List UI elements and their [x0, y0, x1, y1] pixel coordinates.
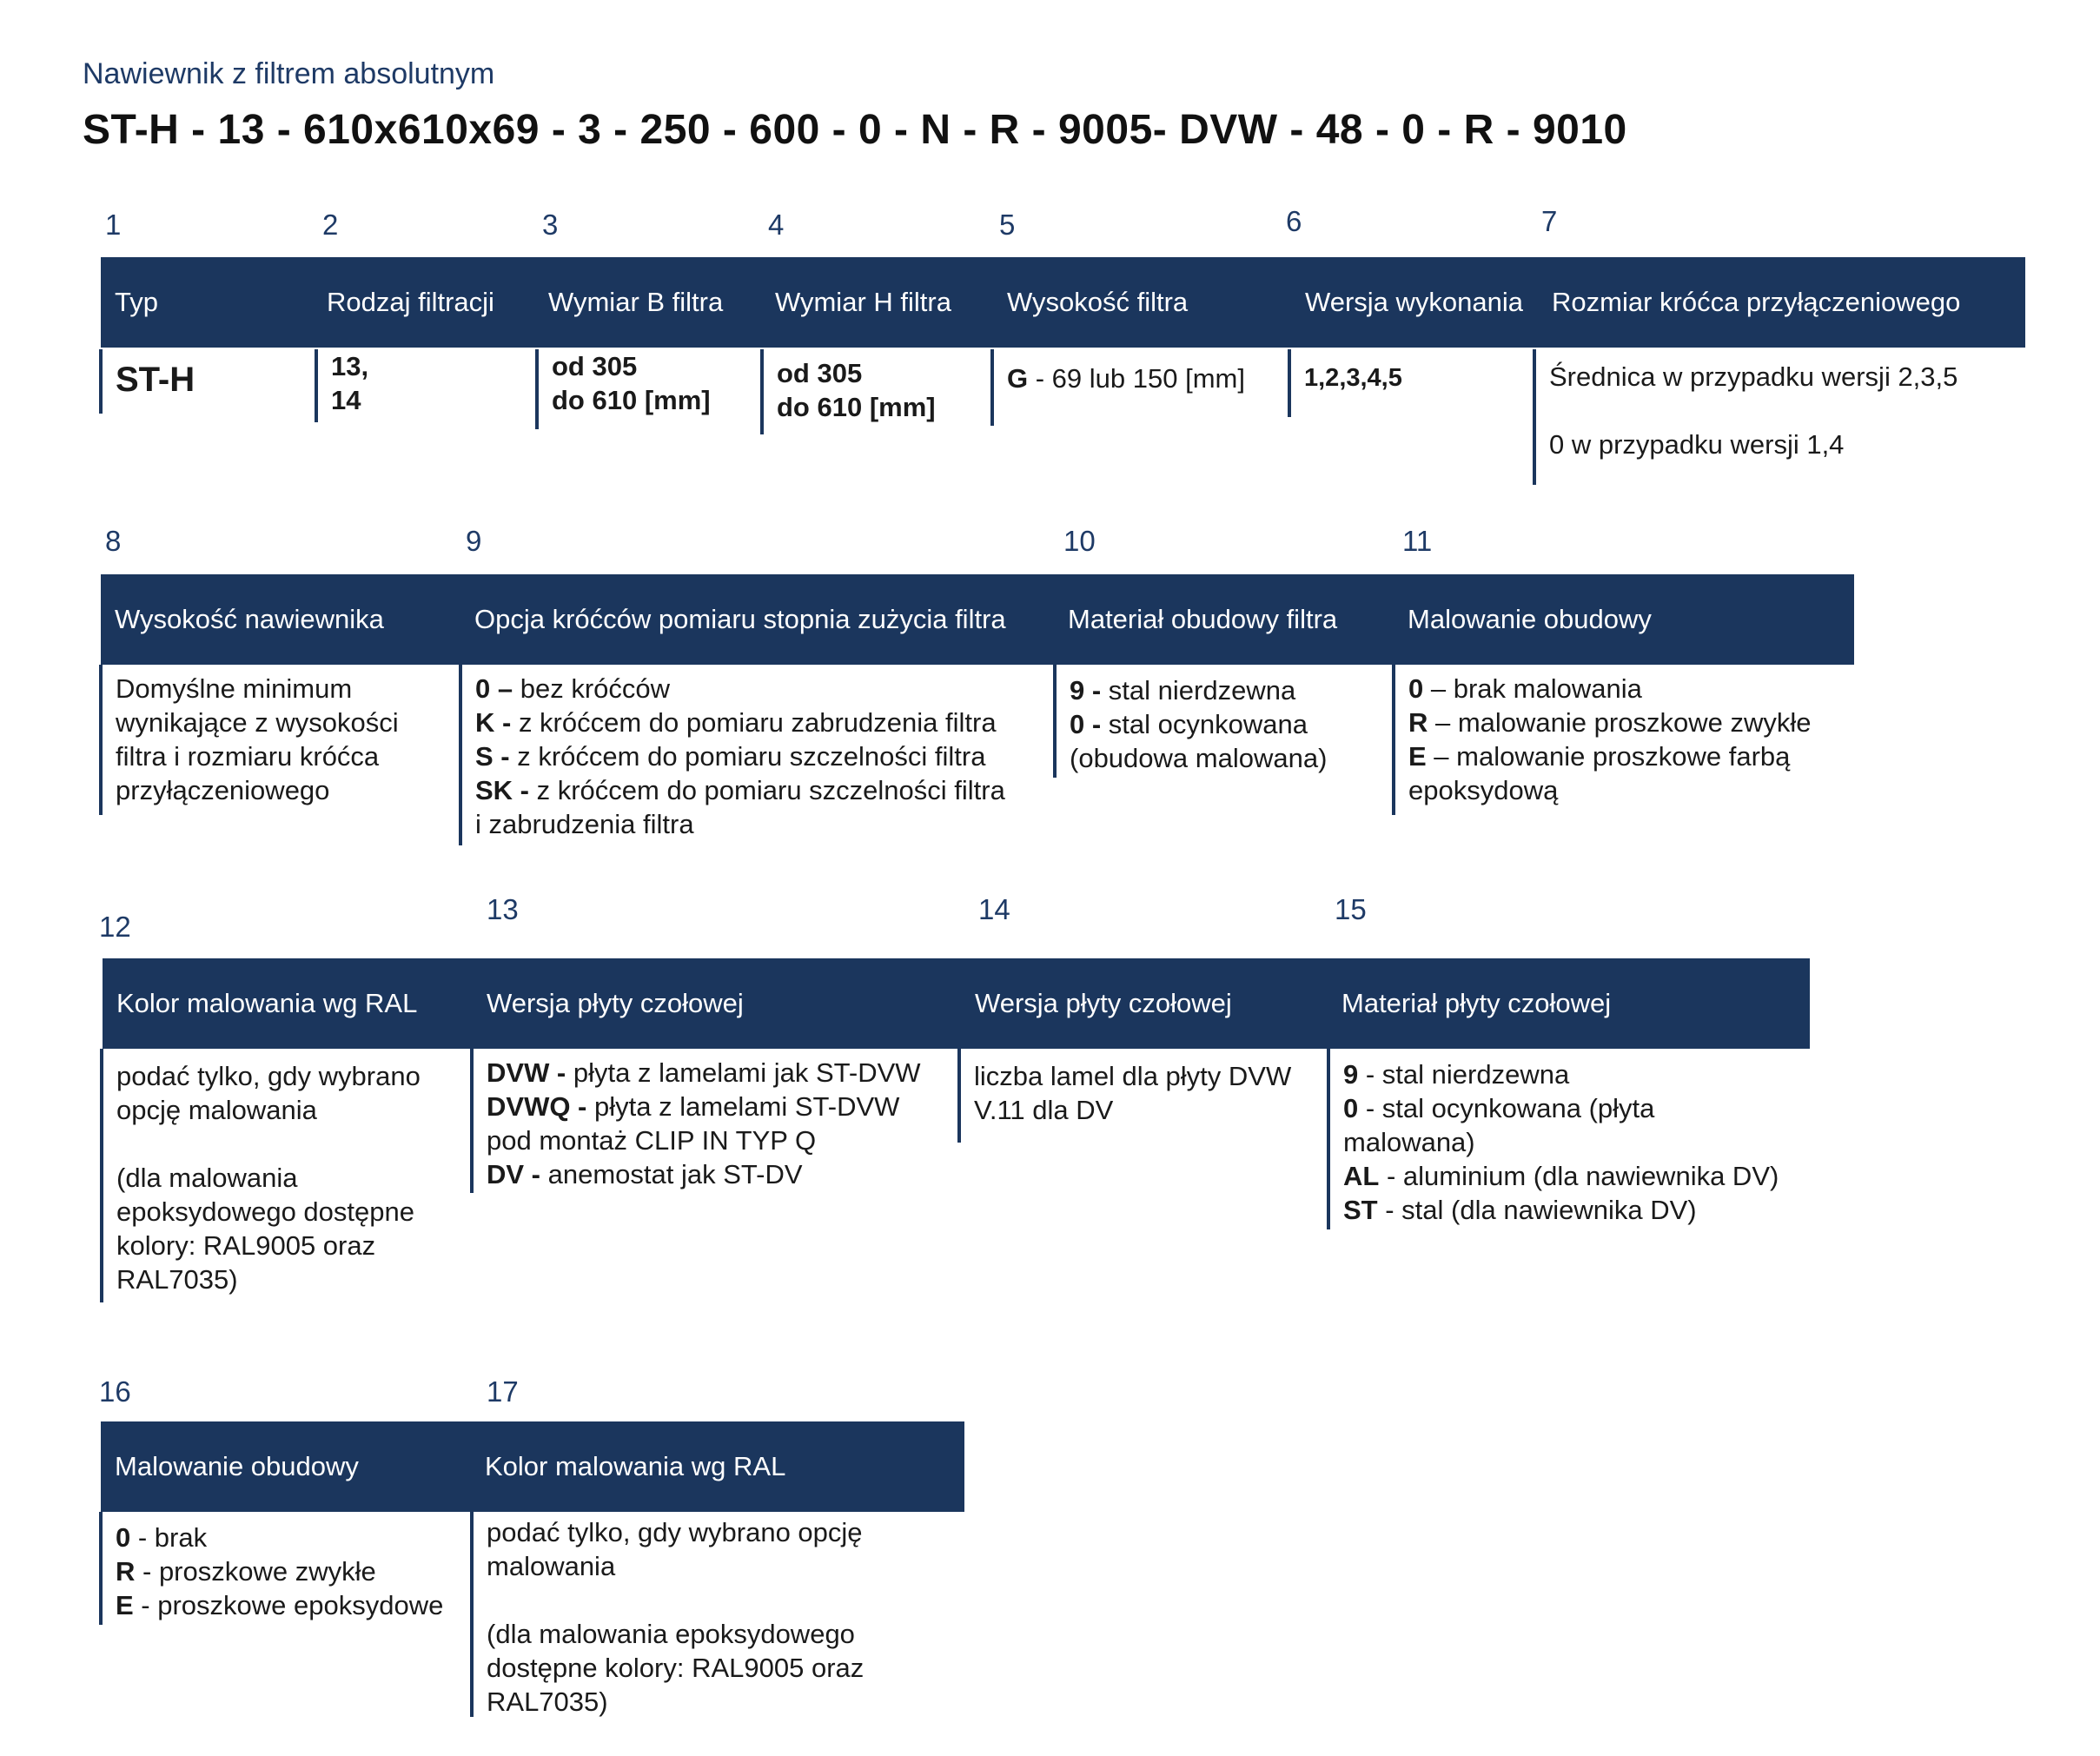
header-rozmiar-kroca: Rozmiar króćca przyłączeniowego [1552, 287, 1961, 317]
column-number-1: 1 [105, 209, 122, 241]
cell-lamel-line: V.11 dla DV [974, 1095, 1114, 1125]
option-key: DVWQ - [487, 1091, 587, 1122]
option-row [1070, 673, 1327, 707]
column-number-6: 6 [1286, 205, 1302, 237]
column-number-4: 4 [768, 209, 785, 241]
option-text: – brak malowania [1423, 673, 1642, 704]
cell-wersja-wykonania [1288, 349, 1402, 417]
option-text: - 69 lub 150 [mm] [1028, 363, 1245, 394]
cell-ral2-line: RAL7035) [487, 1686, 608, 1717]
cell-nawiewnik-line: wynikające z wysokości [116, 707, 399, 738]
cell-lamel-line: liczba lamel dla płyty DVW [974, 1061, 1292, 1091]
option-key: 0 – [475, 673, 513, 704]
option-text: - stal nierdzewna [1358, 1059, 1570, 1090]
option-row: i zabrudzenia filtra [475, 809, 694, 839]
option-key: E [116, 1590, 134, 1620]
cell-typ [99, 349, 195, 414]
option-row [1408, 706, 1811, 739]
cell-ral2-line: malowania [487, 1551, 616, 1581]
option-text: płyta z lamelami jak ST-DVW [566, 1057, 921, 1088]
option-text: stal nierdzewna [1101, 675, 1296, 706]
option-row [487, 1090, 921, 1123]
option-text: anemostat jak ST-DV [540, 1159, 803, 1189]
cell-liczba-lamel [957, 1049, 1291, 1143]
option-key: 9 - [1070, 675, 1102, 706]
option-row [116, 1554, 443, 1588]
option-row [475, 739, 1005, 773]
option-key: E [1408, 741, 1427, 772]
option-row [116, 1588, 443, 1622]
column-number-11: 11 [1402, 525, 1433, 557]
cell-malowanie-obudowy [1392, 665, 1811, 815]
option-key: G [1007, 363, 1029, 394]
cell-kroca-line: 0 w przypadku wersji 1,4 [1549, 429, 1845, 460]
option-text: - brak [130, 1522, 208, 1553]
cell-rodzaj-filtracji [315, 349, 368, 422]
line-gap [116, 1127, 421, 1161]
option-row: epoksydową [1408, 775, 1559, 805]
option-text: stal ocynkowana [1101, 709, 1308, 739]
cell-wysokosc-line [1007, 361, 1245, 395]
column-number-16: 16 [99, 1375, 131, 1408]
option-row: malowana) [1343, 1127, 1475, 1157]
header-kolor-ral: Kolor malowania wg RAL [116, 988, 418, 1018]
header-bar-row-3 [103, 958, 1810, 1049]
column-number-17: 17 [487, 1375, 519, 1408]
option-row: pod montaż CLIP IN TYP Q [487, 1125, 817, 1156]
option-text: - stal ocynkowana (płyta [1358, 1093, 1655, 1123]
option-row [475, 706, 1005, 739]
column-number-7: 7 [1541, 205, 1558, 237]
header-rodzaj-filtracji: Rodzaj filtracji [327, 287, 494, 317]
cell-typ-value: ST-H [116, 361, 195, 399]
option-key: DVW - [487, 1057, 566, 1088]
header-wersja-wykonania: Wersja wykonania [1305, 287, 1523, 317]
option-row [1070, 707, 1327, 741]
option-row [1408, 739, 1811, 773]
header-malowanie-obudowy: Malowanie obudowy [1408, 604, 1652, 634]
cell-ral-line: (dla malowania [116, 1163, 298, 1193]
option-key: R [116, 1556, 136, 1587]
cell-ral2-line: dostępne kolory: RAL9005 oraz [487, 1653, 865, 1683]
cell-wymiar-h [760, 349, 936, 434]
header-wymiar-b: Wymiar B filtra [548, 287, 724, 317]
cell-kroca-line: Średnica w przypadku wersji 2,3,5 [1549, 361, 1958, 392]
cell-kolor-ral [100, 1049, 421, 1302]
cell-ral2-line: (dla malowania epoksydowego [487, 1619, 855, 1649]
product-code: ST-H - 13 - 610x610x69 - 3 - 250 - 600 - 0 - N - R - 9005- DVW - 48 - 0 - R - 9010 [83, 107, 1627, 153]
option-key: K - [475, 707, 512, 738]
cell-filtracja-line: 14 [331, 385, 361, 415]
cell-wersja-value: 1,2,3,4,5 [1304, 364, 1402, 392]
cell-wysokosc-nawiewnika [99, 665, 399, 815]
option-text: bez króćców [513, 673, 671, 704]
cell-wymiar-b-line: od 305 [552, 351, 638, 381]
option-text: - proszkowe epoksydowe [133, 1590, 444, 1620]
option-key: DV - [487, 1159, 540, 1189]
option-key: 0 [116, 1522, 131, 1553]
option-text: z króćcem do pomiaru szczelności filtra [529, 775, 1005, 805]
line-gap [487, 1583, 864, 1617]
header-bar-row-2 [101, 574, 1854, 665]
option-row [1408, 672, 1811, 706]
column-number-9: 9 [466, 525, 482, 557]
option-text: - proszkowe zwykłe [135, 1556, 376, 1587]
cell-nawiewnik-line: przyłączeniowego [116, 775, 330, 805]
cell-opcja-krocow [459, 665, 1005, 845]
option-row [1343, 1159, 1779, 1193]
option-key: AL [1343, 1161, 1380, 1191]
option-text: z króćcem do pomiaru szczelności filtra [509, 741, 986, 772]
option-key: ST [1343, 1195, 1378, 1225]
header-wysokosc-filtra: Wysokość filtra [1007, 287, 1189, 317]
option-row [475, 773, 1005, 807]
cell-material-obudowy [1053, 665, 1327, 778]
header-opcja-krocow: Opcja króćców pomiaru stopnia zużycia filtra [474, 604, 1006, 634]
cell-ral-line: opcję malowania [116, 1095, 317, 1125]
option-row [1343, 1193, 1779, 1227]
cell-ral-line: podać tylko, gdy wybrano [116, 1061, 421, 1091]
header-wymiar-h: Wymiar H filtra [775, 287, 951, 317]
option-row [487, 1056, 921, 1090]
cell-malowanie-obudowy-2 [99, 1512, 443, 1625]
cell-ral-line: epoksydowego dostępne [116, 1196, 414, 1227]
column-number-8: 8 [105, 525, 122, 557]
option-row: (obudowa malowana) [1070, 743, 1328, 773]
option-key: 9 [1343, 1059, 1359, 1090]
header-material-obudowy: Materiał obudowy filtra [1068, 604, 1338, 634]
column-number-3: 3 [542, 209, 559, 241]
option-text: - aluminium (dla nawiewnika DV) [1379, 1161, 1779, 1191]
cell-wymiar-h-line: od 305 [777, 358, 863, 388]
option-text: – malowanie proszkowe zwykłe [1428, 707, 1812, 738]
page-subtitle: Nawiewnik z filtrem absolutnym [83, 57, 495, 90]
cell-kolor-ral-2 [470, 1512, 864, 1717]
option-row [1343, 1057, 1779, 1091]
cell-rozmiar-kroca [1533, 349, 1958, 485]
header-bar-row-4 [101, 1421, 964, 1512]
option-key: S - [475, 741, 510, 772]
option-key: 0 [1343, 1093, 1359, 1123]
cell-nawiewnik-line: filtra i rozmiaru króćca [116, 741, 380, 772]
option-text: płyta z lamelami ST-DVW [586, 1091, 900, 1122]
header-kolor-ral-2: Kolor malowania wg RAL [485, 1451, 786, 1481]
header-typ: Typ [115, 287, 158, 317]
cell-ral-line: kolory: RAL9005 oraz [116, 1230, 376, 1261]
option-row [116, 1521, 443, 1554]
option-key: 0 - [1070, 709, 1102, 739]
column-number-15: 15 [1335, 893, 1367, 925]
cell-ral2-line: podać tylko, gdy wybrano opcję [487, 1517, 863, 1547]
cell-material-plyty [1327, 1049, 1779, 1229]
column-number-5: 5 [999, 209, 1016, 241]
cell-wersja-plyty [470, 1049, 921, 1193]
line-gap [1549, 394, 1958, 427]
column-number-12: 12 [99, 911, 131, 943]
header-bar-row-1 [101, 257, 2025, 348]
cell-ral-line: RAL7035) [116, 1264, 238, 1295]
cell-filtracja-line: 13, [331, 351, 369, 381]
cell-wymiar-b-line: do 610 [mm] [552, 385, 711, 415]
cell-nawiewnik-line: Domyślne minimum [116, 673, 353, 704]
column-number-13: 13 [487, 893, 519, 925]
option-row [487, 1157, 921, 1191]
cell-wymiar-h-line: do 610 [mm] [777, 392, 936, 422]
option-key: R [1408, 707, 1428, 738]
option-text: - stal (dla nawiewnika DV) [1377, 1195, 1697, 1225]
cell-wymiar-b [535, 349, 711, 429]
option-row [1343, 1091, 1779, 1125]
header-wysokosc-nawiewnika: Wysokość nawiewnika [115, 604, 384, 634]
header-material-plyty: Materiał płyty czołowej [1341, 988, 1612, 1018]
header-malowanie-obudowy-2: Malowanie obudowy [115, 1451, 359, 1481]
option-text: – malowanie proszkowe farbą [1426, 741, 1791, 772]
option-key: 0 [1408, 673, 1424, 704]
column-number-2: 2 [322, 209, 339, 241]
cell-wysokosc-filtra [990, 349, 1245, 426]
option-key: SK - [475, 775, 529, 805]
option-row [475, 672, 1005, 706]
column-number-10: 10 [1063, 525, 1096, 557]
option-text: z króćcem do pomiaru zabrudzenia filtra [511, 707, 997, 738]
header-wersja-plyty-2: Wersja płyty czołowej [975, 988, 1232, 1018]
header-wersja-plyty: Wersja płyty czołowej [487, 988, 744, 1018]
column-number-14: 14 [978, 893, 1010, 925]
